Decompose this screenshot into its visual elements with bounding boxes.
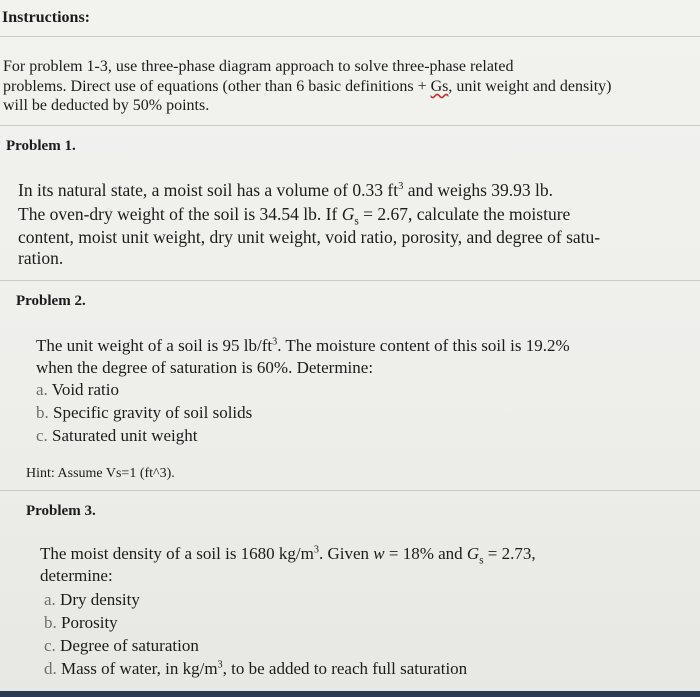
problem-2-item-b: b. Specific gravity of soil solids (36, 403, 253, 422)
divider (0, 280, 700, 281)
problem-2-line-1: The unit weight of a soil is 95 $lb/ft^3$. The moisture content of this soil is 19.2% (36, 336, 570, 355)
divider (0, 125, 700, 126)
divider (0, 490, 700, 491)
problem-1-line-1: In its natural state, a moist soil has a volume of 0.33 $ft^3$ and weighs 39.93 lb. (18, 180, 554, 200)
instructions-line-1: For problem 1-3, use three-phase diagram approach to solve three-phase related (3, 58, 514, 75)
bottom-bar (0, 691, 700, 697)
problem-1-line-4: ration. (18, 248, 64, 268)
problem-1-title: Problem 1. (6, 138, 76, 154)
problem-3-item-a: a. Dry density (44, 590, 140, 609)
problem-3-item-c: c. Degree of saturation (44, 636, 199, 655)
divider (0, 36, 700, 37)
problem-2-item-c: c. Saturated unit weight (36, 426, 198, 445)
problem-3-title: Problem 3. (26, 503, 96, 519)
problem-2-hint: Hint: Assume Vs=1 (ft^3). (26, 466, 175, 481)
instructions-title: Instructions: (2, 9, 91, 26)
instructions-line-2: problems. Direct use of equations (other than 6 basic definitions + Gs, unit weight and density) (3, 78, 612, 95)
problem-3-line-2: determine: (40, 566, 113, 585)
problem-3-item-d: d. Mass of water, in $kg/m^3$, to be added to reach full saturation (44, 659, 468, 678)
problem-2-line-2: when the degree of saturation is 60%. Determine: (36, 358, 374, 377)
problem-2-title: Problem 2. (16, 293, 86, 309)
problem-3-item-b: b. Porosity (44, 613, 118, 632)
problem-3-line-1: The moist density of a soil is 1680 $kg/m^3$. Given w = 18% and $G_s = 2.73$, (40, 544, 536, 567)
problem-1-line-2: The oven-dry weight of the soil is 34.54 lb. If $G_s = 2.67$, calculate the moisture (18, 204, 571, 228)
problem-1-line-3: content, moist unit weight, dry unit weight, void ratio, porosity, and degree of satu- (18, 227, 601, 247)
gs-symbol: Gs (430, 78, 449, 95)
instructions-line-3: will be deducted by 50% points. (3, 97, 210, 114)
problem-2-item-a: a. Void ratio (36, 380, 119, 399)
